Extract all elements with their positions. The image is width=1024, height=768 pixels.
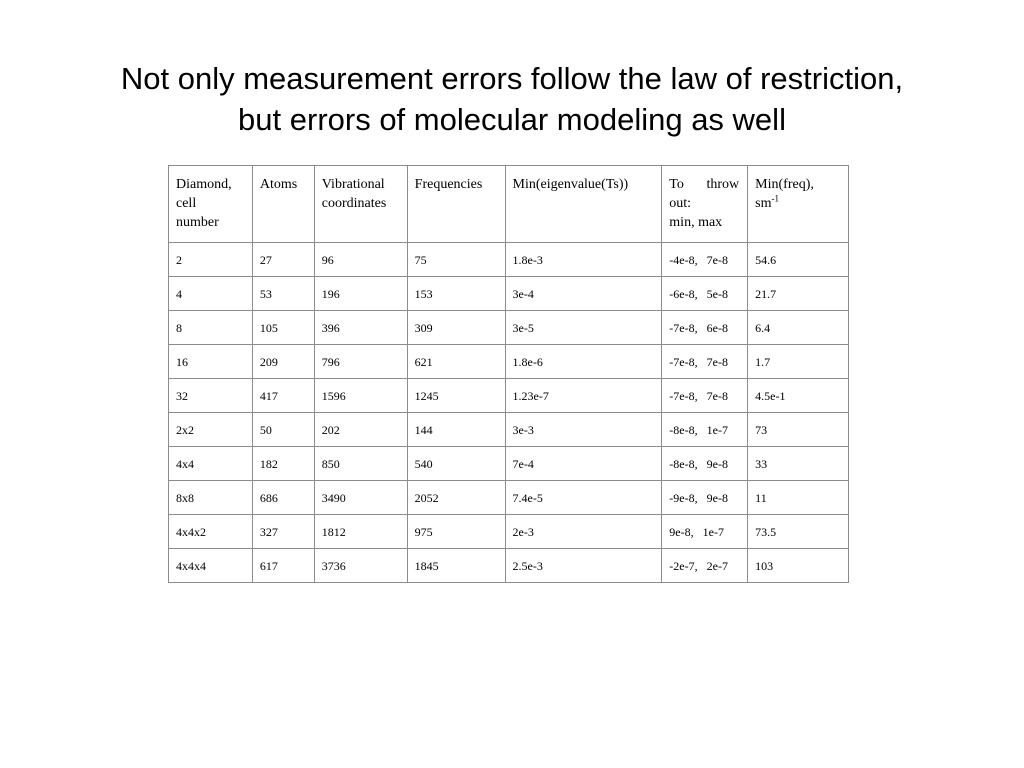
header-diamond-line3: number bbox=[176, 215, 219, 230]
cell-min-freq: 21.7 bbox=[748, 277, 849, 311]
cell-atoms: 53 bbox=[252, 277, 314, 311]
cell-min-freq: 6.4 bbox=[748, 311, 849, 345]
cell-frequencies: 1845 bbox=[407, 549, 505, 583]
cell-vibrational-coordinates: 850 bbox=[314, 447, 407, 481]
header-throw-word: throw bbox=[706, 177, 740, 192]
cell-cell-number: 2 bbox=[169, 243, 253, 277]
header-minfreq-unit: sm bbox=[755, 196, 772, 211]
cell-throw-out-range: -7e-8, 7e-8 bbox=[662, 345, 748, 379]
table-header-row bbox=[169, 166, 849, 243]
cell-vibrational-coordinates: 202 bbox=[314, 413, 407, 447]
cell-frequencies: 2052 bbox=[407, 481, 505, 515]
cell-cell-number: 4x4x2 bbox=[169, 515, 253, 549]
header-minfreq-exponent: -1 bbox=[771, 193, 780, 204]
table-row bbox=[169, 243, 849, 277]
cell-min-eigenvalue: 3e-5 bbox=[505, 311, 662, 345]
cell-frequencies: 153 bbox=[407, 277, 505, 311]
cell-min-freq: 33 bbox=[748, 447, 849, 481]
cell-min-eigenvalue: 1.23e-7 bbox=[505, 379, 662, 413]
cell-atoms: 105 bbox=[252, 311, 314, 345]
cell-min-freq: 11 bbox=[748, 481, 849, 515]
slide-title bbox=[40, 58, 984, 140]
cell-min-eigenvalue: 2.5e-3 bbox=[505, 549, 662, 583]
table-row bbox=[169, 345, 849, 379]
cell-vibrational-coordinates: 196 bbox=[314, 277, 407, 311]
cell-cell-number: 4x4x4 bbox=[169, 549, 253, 583]
cell-atoms: 327 bbox=[252, 515, 314, 549]
cell-throw-out-range: -7e-8, 7e-8 bbox=[662, 379, 748, 413]
table-row bbox=[169, 311, 849, 345]
table-row bbox=[169, 549, 849, 583]
header-minfreq-line1: Min(freq), bbox=[755, 177, 814, 192]
header-throw-minmax: min, max bbox=[669, 215, 723, 230]
cell-vibrational-coordinates: 396 bbox=[314, 311, 407, 345]
header-min-eigenvalue: Min(eigenvalue(Ts)) bbox=[505, 166, 662, 243]
header-diamond-line1: Diamond, bbox=[176, 177, 232, 192]
cell-frequencies: 975 bbox=[407, 515, 505, 549]
cell-cell-number: 4 bbox=[169, 277, 253, 311]
cell-min-freq: 73 bbox=[748, 413, 849, 447]
table-row bbox=[169, 277, 849, 311]
header-diamond-cell-number bbox=[169, 166, 253, 243]
cell-min-freq: 1.7 bbox=[748, 345, 849, 379]
title-line-1: Not only measurement errors follow the law of restriction, bbox=[120, 61, 904, 96]
header-throw-row1 bbox=[669, 175, 743, 194]
table-row bbox=[169, 481, 849, 515]
cell-cell-number: 2x2 bbox=[169, 413, 253, 447]
cell-cell-number: 8 bbox=[169, 311, 253, 345]
cell-min-eigenvalue: 3e-3 bbox=[505, 413, 662, 447]
cell-vibrational-coordinates: 3490 bbox=[314, 481, 407, 515]
cell-atoms: 50 bbox=[252, 413, 314, 447]
cell-min-eigenvalue: 2e-3 bbox=[505, 515, 662, 549]
cell-throw-out-range: -8e-8, 9e-8 bbox=[662, 447, 748, 481]
cell-frequencies: 309 bbox=[407, 311, 505, 345]
cell-min-eigenvalue: 7e-4 bbox=[505, 447, 662, 481]
header-throw-out: out: bbox=[669, 196, 692, 211]
cell-min-freq: 54.6 bbox=[748, 243, 849, 277]
cell-atoms: 686 bbox=[252, 481, 314, 515]
header-throw-to: To bbox=[669, 177, 684, 192]
cell-frequencies: 75 bbox=[407, 243, 505, 277]
cell-vibrational-coordinates: 3736 bbox=[314, 549, 407, 583]
table-row bbox=[169, 447, 849, 481]
cell-min-eigenvalue: 1.8e-3 bbox=[505, 243, 662, 277]
cell-throw-out-range: 9e-8, 1e-7 bbox=[662, 515, 748, 549]
table-row bbox=[169, 515, 849, 549]
cell-min-freq: 4.5e-1 bbox=[748, 379, 849, 413]
cell-atoms: 209 bbox=[252, 345, 314, 379]
header-vib-line1: Vibrational bbox=[321, 177, 385, 192]
table-body bbox=[169, 243, 849, 583]
cell-throw-out-range: -2e-7, 2e-7 bbox=[662, 549, 748, 583]
header-vibrational-coordinates bbox=[314, 166, 407, 243]
cell-cell-number: 16 bbox=[169, 345, 253, 379]
cell-atoms: 27 bbox=[252, 243, 314, 277]
cell-vibrational-coordinates: 1596 bbox=[314, 379, 407, 413]
header-to-throw-out bbox=[662, 166, 748, 243]
cell-atoms: 617 bbox=[252, 549, 314, 583]
table-row bbox=[169, 379, 849, 413]
cell-frequencies: 621 bbox=[407, 345, 505, 379]
cell-atoms: 182 bbox=[252, 447, 314, 481]
cell-min-eigenvalue: 7.4e-5 bbox=[505, 481, 662, 515]
cell-cell-number: 32 bbox=[169, 379, 253, 413]
cell-atoms: 417 bbox=[252, 379, 314, 413]
cell-throw-out-range: -4e-8, 7e-8 bbox=[662, 243, 748, 277]
header-frequencies: Frequencies bbox=[407, 166, 505, 243]
cell-throw-out-range: -7e-8, 6e-8 bbox=[662, 311, 748, 345]
cell-min-freq: 103 bbox=[748, 549, 849, 583]
cell-throw-out-range: -8e-8, 1e-7 bbox=[662, 413, 748, 447]
header-vib-line2: coordinates bbox=[321, 196, 387, 211]
cell-frequencies: 144 bbox=[407, 413, 505, 447]
cell-throw-out-range: -9e-8, 9e-8 bbox=[662, 481, 748, 515]
header-min-freq bbox=[748, 166, 849, 243]
cell-vibrational-coordinates: 96 bbox=[314, 243, 407, 277]
header-diamond-line2: cell bbox=[176, 196, 197, 211]
title-line-2: but errors of molecular modeling as well bbox=[238, 102, 786, 137]
cell-vibrational-coordinates: 1812 bbox=[314, 515, 407, 549]
cell-min-eigenvalue: 1.8e-6 bbox=[505, 345, 662, 379]
cell-cell-number: 4x4 bbox=[169, 447, 253, 481]
table-row bbox=[169, 413, 849, 447]
header-atoms: Atoms bbox=[252, 166, 314, 243]
cell-min-eigenvalue: 3e-4 bbox=[505, 277, 662, 311]
cell-cell-number: 8x8 bbox=[169, 481, 253, 515]
cell-vibrational-coordinates: 796 bbox=[314, 345, 407, 379]
results-table bbox=[168, 165, 849, 583]
cell-min-freq: 73.5 bbox=[748, 515, 849, 549]
cell-throw-out-range: -6e-8, 5e-8 bbox=[662, 277, 748, 311]
cell-frequencies: 1245 bbox=[407, 379, 505, 413]
cell-frequencies: 540 bbox=[407, 447, 505, 481]
